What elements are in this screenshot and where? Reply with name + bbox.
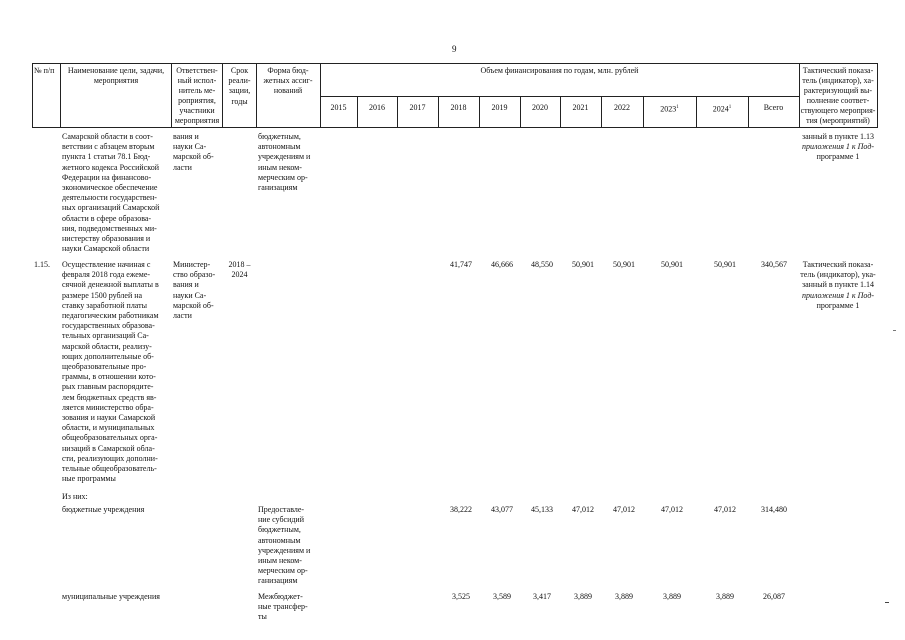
header-col-responsible: Ответствен- ный испол- нитель ме- роприятия, участники мероприятия [174, 66, 220, 125]
municipal-value-2024: 3,889 [716, 592, 734, 601]
cont-row-tactic: занный в пункте 1.13 приложения 1 к Под- программе 1 [801, 132, 875, 162]
of-which-label: Из них: [62, 492, 88, 501]
budget-value-2020: 45,133 [531, 505, 553, 514]
header-col-term: Срок реали- зации, годы [228, 66, 251, 106]
municipal-value-2019: 3,589 [493, 592, 511, 601]
row-1-15-number: 1.15. [34, 260, 50, 269]
municipal-value-2021: 3,889 [574, 592, 592, 601]
row-1-15-value-2024: 50,901 [714, 260, 736, 269]
header-year-2018: 2018 [450, 103, 467, 112]
header-total: Всего [763, 103, 784, 112]
cont-row-responsible: вания и науки Са- марской об- ласти [173, 132, 214, 172]
budget-row-form: Предоставле- ние субсидий бюджетным, автономным учреждениям и иным неком- мерческим ор- ганизациям [258, 505, 311, 586]
budget-value-2022: 47,012 [613, 505, 635, 514]
header-year-2017: 2017 [409, 103, 426, 112]
header-year-2019: 2019 [491, 103, 508, 112]
header-col-volume: Объем финансирования по годам, млн. рублей [480, 66, 639, 75]
cont-row-form: бюджетным, автономным учреждениям и иным неком- мерческим ор- ганизациям [258, 132, 311, 193]
municipal-value-2023: 3,889 [663, 592, 681, 601]
cont-row-name: Самарской области в соот- ветствии с абзацем вторым пункта 1 статьи 78.1 Бюд- жетного кодекса Российской Федерации на финансово- экономическое обеспечение деятельности государствен- ных организаций Самарской области в сфере образова- ния, подведомственных ми- нистерству образования и науки Самарской области [62, 132, 160, 254]
municipal-value-2020: 3,417 [533, 592, 551, 601]
budget-value-2024: 47,012 [714, 505, 736, 514]
budget-row-name: бюджетные учреждения [62, 505, 145, 514]
budget-value-2021: 47,012 [572, 505, 594, 514]
row-1-15-value-2018: 41,747 [450, 260, 472, 269]
row-1-15-tactic: Тактический показа- тель (индикатор), ука- занный в пункте 1.14 приложения 1 к Под- программе 1 [800, 260, 876, 310]
municipal-row-form: Межбюджет- ные трансфер- ты [258, 592, 308, 622]
header-col-tactic: Тактический показа- тель (индикатор), ха- рактеризующий вы- полнение соответ- ствующего мероприя- тия (мероприятий) [800, 66, 876, 125]
header-year-2015: 2015 [330, 103, 347, 112]
budget-value-2019: 43,077 [491, 505, 513, 514]
row-1-15-name: Осуществление начиная с февраля 2018 года ежеме- сячной денежной выплаты в размере 1500 рублей на ставку заработной платы педагогическим работникам государственных образова- тельных организаций Са- марской области, реализу- ющих дополнительные об- щеобразовательные про- граммы, в отношении кото- рых главным распорядите- лем бюджетных средств яв- ляется министерство обра- зования и науки Самарской области, и муниципальных общеобразовательных орга- низаций в Самарской обла- сти, реализующих дополни- тельные общеобразователь- ные программы [62, 260, 159, 484]
header-year-2020: 2020 [532, 103, 548, 112]
budget-value-2023: 47,012 [661, 505, 683, 514]
budget-value-total: 314,480 [761, 505, 787, 514]
municipal-value-total: 26,087 [763, 592, 785, 601]
header-year-2021: 2021 [572, 103, 589, 112]
page-number: 9 [452, 44, 457, 54]
row-1-15-value-2020: 48,550 [531, 260, 553, 269]
municipal-value-2022: 3,889 [615, 592, 633, 601]
row-1-15-value-2022: 50,901 [613, 260, 635, 269]
row-1-15-responsible: Министер- ство образо- вания и науки Са- марской об- ласти [173, 260, 216, 321]
scan-mark [885, 602, 889, 603]
header-year-2023: 2023$^1$ [660, 104, 679, 114]
municipal-row-name: муниципальные учреждения [62, 592, 160, 601]
row-1-15-value-2021: 50,901 [572, 260, 594, 269]
row-1-15-value-total: 340,567 [761, 260, 787, 269]
row-1-15-value-2023: 50,901 [661, 260, 683, 269]
budget-value-2018: 38,222 [450, 505, 472, 514]
municipal-value-2018: 3,525 [452, 592, 470, 601]
header-year-2022: 2022 [614, 103, 630, 112]
header-year-2024: 2024$^1$ [712, 104, 732, 114]
header-year-2016: 2016 [369, 103, 385, 112]
scan-mark [893, 330, 896, 331]
header-col-form: Форма бюд- жетных ассиг- нований [263, 66, 313, 96]
row-1-15-value-2019: 46,666 [491, 260, 513, 269]
row-1-15-term: 2018 – 2024 [228, 260, 251, 280]
header-col-number: № п/п [34, 66, 55, 75]
header-col-name: Наименование цели, задачи, мероприятия [67, 66, 165, 86]
